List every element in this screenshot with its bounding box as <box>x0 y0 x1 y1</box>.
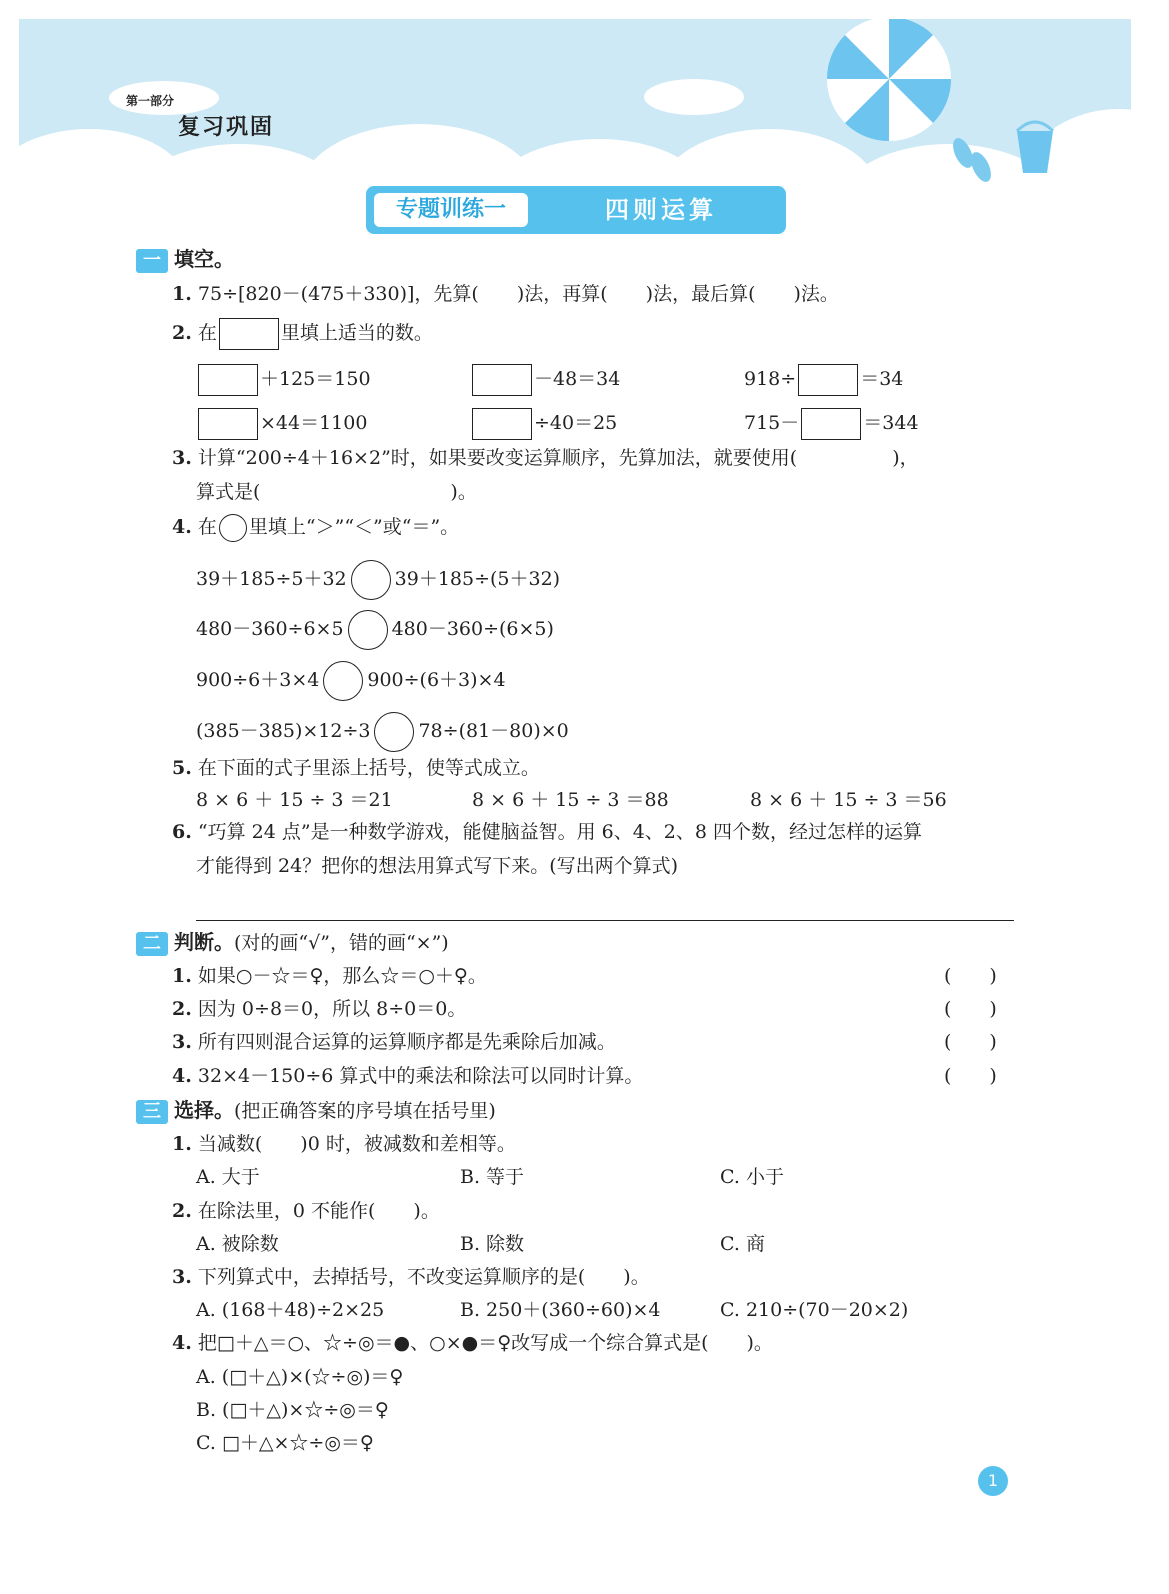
question-number: 2. <box>172 998 192 1020</box>
question-1-4 <box>172 514 459 542</box>
answer-paren[interactable]: ( ) <box>944 1031 997 1053</box>
equation <box>470 408 617 440</box>
equation <box>744 408 919 440</box>
option-b[interactable]: B. (□＋△)×☆÷◎＝♀ <box>196 1399 389 1421</box>
question-text: “巧算 24 点”是一种数学游戏，能健脑益智。用 6、4、2、8 四个数，经过怎样的运算 <box>197 821 923 843</box>
answer-paren[interactable]: ( ) <box>944 998 997 1020</box>
cloud-shape <box>644 79 744 115</box>
section-label: 复习巩固 <box>178 115 275 140</box>
choice-question <box>172 1199 440 1223</box>
question-number: 4. <box>172 516 192 538</box>
option-a[interactable]: A. (168＋48)÷2×25 <box>196 1299 385 1321</box>
compare-circle[interactable] <box>323 661 363 701</box>
section-badge: 一 <box>136 249 168 273</box>
question-number: 3. <box>172 447 192 469</box>
answer-box[interactable] <box>798 364 858 396</box>
equation: 8 × 6 ＋ 15 ÷ 3 ＝21 <box>196 789 393 811</box>
question-text: 里填上适当的数。 <box>280 322 433 344</box>
question-number: 3. <box>172 1031 192 1053</box>
question-1-3-line2: 算式是( )。 <box>196 481 477 503</box>
compare-row <box>196 712 569 752</box>
option-c[interactable]: C. 小于 <box>720 1166 784 1188</box>
question-number: 4. <box>172 1065 192 1087</box>
answer-paren[interactable]: ( ) <box>944 965 997 987</box>
answer-line[interactable] <box>196 920 1014 921</box>
option-b[interactable]: B. 250＋(360÷60)×4 <box>460 1299 661 1321</box>
choice-question <box>172 1132 516 1156</box>
question-text: 下列算式中，去掉括号，不改变运算顺序的是( )。 <box>197 1266 650 1288</box>
option-a[interactable]: A. (□＋△)×(☆÷◎)＝♀ <box>196 1366 404 1388</box>
question-number: 3. <box>172 1266 192 1288</box>
option-b[interactable]: B. 等于 <box>460 1166 525 1188</box>
equation-text: 918÷ <box>744 368 797 390</box>
question-text: 当减数( )0 时，被减数和差相等。 <box>197 1133 516 1155</box>
question-1-5 <box>172 756 540 780</box>
judge-item <box>172 964 487 988</box>
expression-left: 480－360÷6×5 <box>196 618 344 640</box>
question-text: 在除法里，0 不能作( )。 <box>197 1200 440 1222</box>
section-title: 选择。 <box>174 1098 234 1122</box>
answer-box[interactable] <box>472 408 532 440</box>
section-3-heading <box>136 1097 496 1124</box>
compare-circle[interactable] <box>351 560 391 600</box>
topic-tag: 专题训练一 <box>374 193 528 227</box>
topic-title: 四则运算 <box>605 196 717 224</box>
flip-flops-icon <box>949 131 999 191</box>
equation-text: ×44＝1100 <box>260 412 368 434</box>
question-number: 1. <box>172 965 192 987</box>
bucket-icon <box>1011 117 1059 177</box>
question-number: 6. <box>172 821 192 843</box>
equation-text: －48＝34 <box>534 368 621 390</box>
question-1-6-line2: 才能得到 24？把你的想法用算式写下来。(写出两个算式) <box>196 855 679 877</box>
section-title: 填空。 <box>174 247 234 271</box>
question-number: 1. <box>172 283 192 305</box>
judge-item <box>172 1030 616 1054</box>
answer-box[interactable] <box>198 408 258 440</box>
answer-box[interactable] <box>801 408 861 440</box>
option-c[interactable]: C. 商 <box>720 1233 765 1255</box>
question-1-2 <box>172 318 433 350</box>
umbrella-icon <box>809 19 959 149</box>
equation-text: ÷40＝25 <box>534 412 618 434</box>
question-1-1 <box>172 282 839 306</box>
question-text: 在 <box>197 322 217 344</box>
section-note: (对的画“√”，错的画“×”) <box>234 932 449 954</box>
question-text: 75÷[820－(475＋330)]，先算( )法，再算( )法，最后算( )法。 <box>197 283 839 305</box>
question-text: 把□＋△＝○、☆÷◎＝●、○×●＝♀改写成一个综合算式是( )。 <box>197 1332 773 1354</box>
section-note: (把正确答案的序号填在括号里) <box>234 1100 496 1122</box>
question-number: 2. <box>172 322 192 344</box>
equation <box>196 408 367 440</box>
circle-symbol <box>219 514 247 542</box>
section-1-heading <box>136 246 234 273</box>
question-number: 2. <box>172 1200 192 1222</box>
section-badge: 二 <box>136 932 168 956</box>
equation-text: ＝34 <box>860 368 904 390</box>
equation <box>470 364 620 396</box>
option-a[interactable]: A. 被除数 <box>196 1233 279 1255</box>
topic-title-bar <box>366 186 786 234</box>
expression-right: 78÷(81－80)×0 <box>418 720 569 742</box>
equation-text: ＝344 <box>863 412 919 434</box>
expression-left: (385－385)×12÷3 <box>196 720 371 742</box>
expression-right: 480－360÷(6×5) <box>391 618 554 640</box>
question-number: 1. <box>172 1133 192 1155</box>
equation <box>196 364 371 396</box>
section-2-heading <box>136 929 449 956</box>
judge-item <box>172 1064 643 1088</box>
answer-box[interactable] <box>198 364 258 396</box>
answer-paren[interactable]: ( ) <box>944 1065 997 1087</box>
answer-box <box>219 318 279 350</box>
question-text: 所有四则混合运算的运算顺序都是先乘除后加减。 <box>197 1031 616 1053</box>
question-text: 里填上“＞”“＜”或“＝”。 <box>248 516 460 538</box>
compare-row <box>196 610 554 650</box>
question-1-3 <box>172 446 919 470</box>
choice-question <box>172 1265 650 1289</box>
choice-question <box>172 1331 773 1355</box>
question-1-6 <box>172 820 922 844</box>
compare-row <box>196 560 560 600</box>
option-c[interactable]: C. 210÷(70－20×2) <box>720 1299 909 1321</box>
expression-left: 900÷6＋3×4 <box>196 669 320 691</box>
expression-right: 39＋185÷(5＋32) <box>394 568 561 590</box>
answer-box[interactable] <box>472 364 532 396</box>
compare-circle[interactable] <box>348 610 388 650</box>
compare-row <box>196 661 506 701</box>
page-number: 1 <box>978 1466 1008 1496</box>
option-b[interactable]: B. 除数 <box>460 1233 525 1255</box>
question-number: 4. <box>172 1332 192 1354</box>
part-label: 第一部分 <box>126 94 175 108</box>
expression-left: 39＋185÷5＋32 <box>196 568 347 590</box>
question-text: 在 <box>197 516 217 538</box>
question-text: 如果○－☆＝♀，那么☆＝○＋♀。 <box>197 965 487 987</box>
question-text: 在下面的式子里添上括号，使等式成立。 <box>197 757 540 779</box>
section-title: 判断。 <box>174 930 234 954</box>
section-badge: 三 <box>136 1100 168 1124</box>
question-text: 32×4－150÷6 算式中的乘法和除法可以同时计算。 <box>197 1065 644 1087</box>
question-number: 5. <box>172 757 192 779</box>
judge-item <box>172 997 466 1021</box>
compare-circle[interactable] <box>374 712 414 752</box>
equation: 8 × 6 ＋ 15 ÷ 3 ＝56 <box>750 789 947 811</box>
question-text: 计算“200÷4＋16×2”时，如果要改变运算顺序，先算加法，就要使用( )， <box>197 447 919 469</box>
equation-text: 715－ <box>744 412 800 434</box>
equation: 8 × 6 ＋ 15 ÷ 3 ＝88 <box>472 789 669 811</box>
expression-right: 900÷(6＋3)×4 <box>367 669 506 691</box>
option-c[interactable]: C. □＋△×☆÷◎＝♀ <box>196 1432 374 1454</box>
equation-text: ＋125＝150 <box>260 368 371 390</box>
option-a[interactable]: A. 大于 <box>196 1166 260 1188</box>
question-text: 因为 0÷8＝0，所以 8÷0＝0。 <box>197 998 467 1020</box>
equation <box>744 364 903 396</box>
